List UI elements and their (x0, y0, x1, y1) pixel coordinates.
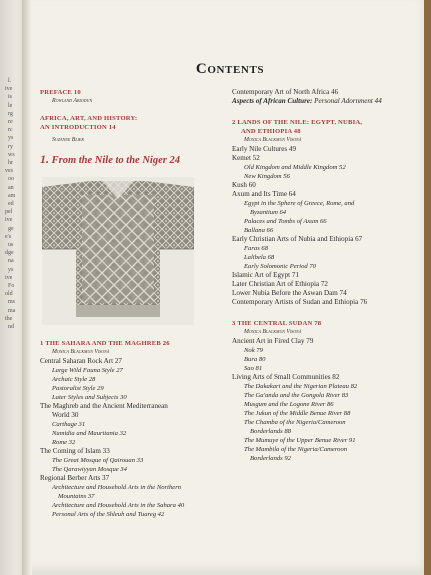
toc-entry: Numidia and Mauritania 32 (52, 430, 127, 437)
edge-text-fragment: rg (8, 110, 13, 117)
toc-entry: The Ga'anda and the Gongola River 83 (244, 392, 349, 399)
toc-right-column (232, 88, 422, 463)
toc-entry: New Kingdom 56 (244, 173, 290, 180)
edge-text-fragment: ys (8, 135, 14, 142)
chapter3-entries (232, 337, 422, 463)
toc-entry: Ballana 66 (244, 227, 274, 234)
toc-entry: Regional Berber Arts 37 (40, 474, 110, 482)
toc-entry: Architecture and Household Arts in the Northern (52, 484, 182, 491)
edge-text-fragment: Fo (8, 283, 15, 289)
edge-text-fragment: dge (5, 250, 14, 257)
intro-heading-line2: AN INTRODUCTION 14 (40, 124, 116, 131)
toc-entry: Egypt in the Sphere of Greece, Rome, and (244, 200, 355, 207)
chapter1-author: Monica Blackmun Visonà (52, 349, 110, 355)
toc-entry: Architecture and Household Arts in the Sahara 40 (52, 502, 185, 509)
toc-entry: The Mumuye of the Upper Benue River 91 (244, 437, 356, 444)
edge-text-fragment: na (8, 258, 14, 265)
toc-entry: Contemporary Artists of Sudan and Ethiopia 76 (232, 298, 368, 306)
toc-entry: Old Kingdom and Middle Kingdom 52 (244, 164, 346, 171)
edge-text-fragment: ge (8, 225, 14, 232)
toc-entry: Ancient Art in Fired Clay 79 (232, 337, 314, 345)
toc-entry: Early Solomonic Period 70 (244, 263, 316, 270)
part-title-text: From the Nile to the Niger (51, 155, 167, 166)
edge-text-fragment: ed (8, 201, 14, 207)
edge-text-fragment: n: (8, 127, 13, 134)
chapter1-entries (40, 357, 218, 519)
chapter3-heading: 3 THE CENTRAL SUDAN 78 (232, 320, 322, 327)
toc-entry: Rome 32 (52, 439, 76, 446)
chapter2-heading-line2: AND ETHIOPIA 48 (241, 128, 301, 135)
garment-illustration (42, 177, 194, 325)
toc-entry: Mountains 37 (58, 493, 95, 500)
edge-text-fragment: am (8, 192, 16, 199)
textile-garment-image (42, 177, 194, 325)
aspects-topic: Personal Adornment 44 (312, 97, 382, 105)
edge-text-fragment: old (5, 291, 13, 298)
chapter1-heading: 1 THE SAHARA AND THE MAGHREB 26 (40, 340, 170, 347)
toc-entry: The Chamba of the Nigeria/Cameroon (244, 419, 346, 426)
previous-page-edge (0, 0, 22, 575)
toc-entry: Islamic Art of Egypt 71 (232, 271, 299, 279)
aspects-label: Aspects of African Culture: (232, 97, 313, 105)
edge-text-fragment: ive (5, 274, 13, 281)
chapter2-entries (232, 145, 422, 307)
page-title: Contents (195, 61, 265, 77)
edge-text-fragment: ma (8, 307, 16, 314)
edge-text-fragment: pel (5, 209, 13, 216)
toc-entry: Personal Arts of the Shleuh and Tuareg 42 (52, 511, 165, 518)
toc-entry: Musgum and the Logone River 86 (244, 401, 334, 408)
toc-entry: Kush 60 (232, 181, 256, 189)
part-number: 1. (40, 152, 49, 166)
preface-heading: PREFACE 10 (40, 89, 81, 96)
toc-entry: Palaces and Tombs of Axum 66 (244, 218, 327, 225)
edge-text-fragment: nd (8, 324, 14, 330)
toc-entry: Lalibela 68 (244, 254, 275, 261)
edge-text-fragment: ry (8, 143, 13, 150)
intro-heading-line1: AFRICA, ART, AND HISTORY: (40, 115, 138, 122)
book-gutter (22, 0, 32, 575)
preface-author: Rowland Abiodun (52, 98, 93, 104)
edge-text-fragment: the (5, 315, 13, 322)
toc-entry: The Mambila of the Nigeria/Cameroon (244, 446, 348, 453)
edge-text-fragment: is (8, 94, 13, 101)
edge-text-fragment: oo (8, 176, 14, 183)
toc-entry: Sao 81 (244, 365, 263, 372)
edge-text-fragment: ves (5, 168, 13, 175)
edge-text-fragment: ms (8, 299, 16, 306)
toc-entry: Kemet 52 (232, 154, 260, 162)
toc-entry: Archaic Style 28 (52, 376, 96, 383)
edge-text-fragment: hr (8, 160, 13, 166)
intro-author: Suzanne Blier (52, 137, 84, 143)
toc-entry: Later Styles and Subjects 30 (52, 394, 127, 401)
edge-text-fragment: ws (8, 151, 15, 158)
toc-entry: Early Christian Arts of Nubia and Ethiopia 67 (232, 235, 363, 243)
toc-entry: The Maghreb and the Ancient Mediterranean (40, 402, 168, 410)
part-one-title (40, 153, 218, 167)
toc-entry: Later Christian Art of Ethiopia 72 (232, 280, 328, 288)
edge-text-fragment: le (8, 102, 13, 109)
entry-aspects-adornment (232, 97, 422, 106)
toc-entry: Bura 80 (244, 356, 266, 363)
toc-entry: The Jukun of the Middle Benue River 88 (244, 410, 351, 417)
toc-entry: Early Nile Cultures 49 (232, 145, 297, 153)
toc-entry: Borderlands 88 (250, 428, 291, 435)
part-page: 24 (169, 155, 180, 166)
edge-text-fragment: ys (8, 266, 14, 273)
toc-entry: Faras 68 (244, 245, 268, 252)
toc-entry: Pastoralist Style 29 (52, 385, 104, 392)
toc-entry: Axum and Its Time 64 (232, 190, 296, 198)
toc-entry: Borderlands 92 (250, 455, 291, 462)
toc-entry: Large Wild Fauna Style 27 (52, 367, 123, 374)
edge-text-fragment: ive (5, 217, 13, 224)
toc-left-column (40, 88, 218, 519)
edge-text-fragment: ive (5, 86, 13, 93)
chapter3-author: Monica Blackmun Visonà (244, 329, 302, 335)
edge-text-fragment: us (8, 242, 14, 248)
toc-entry: Byzantium 64 (250, 209, 287, 216)
toc-entry: Nok 79 (244, 347, 263, 354)
toc-entry: The Qarawiyyan Mosque 34 (52, 466, 127, 473)
edge-text-fragment: an (8, 184, 14, 191)
toc-entry: The Dakakari and the Nigerian Plateau 82 (244, 383, 358, 390)
edge-text-fragment: l. (8, 78, 12, 84)
edge-text-fragment: e's (5, 233, 12, 240)
chapter2-heading-line1: 2 LANDS OF THE NILE: EGYPT, NUBIA, (232, 119, 363, 126)
edge-text-fragment: re (8, 119, 13, 125)
chapter2-author: Monica Blackmun Visonà (244, 137, 302, 143)
toc-entry: World 30 (52, 411, 79, 419)
toc-entry: Living Arts of Small Communities 82 (232, 373, 340, 381)
toc-entry: The Coming of Islam 33 (40, 447, 110, 455)
entry-contemporary-north-africa: Contemporary Art of North Africa 46 (232, 88, 339, 96)
toc-entry: The Great Mosque of Qairouan 33 (52, 457, 144, 464)
toc-entry: Central Saharan Rock Art 27 (40, 357, 122, 365)
toc-entry: Lower Nubia Before the Aswan Dam 74 (232, 289, 347, 297)
toc-entry: Carthage 31 (52, 421, 86, 428)
